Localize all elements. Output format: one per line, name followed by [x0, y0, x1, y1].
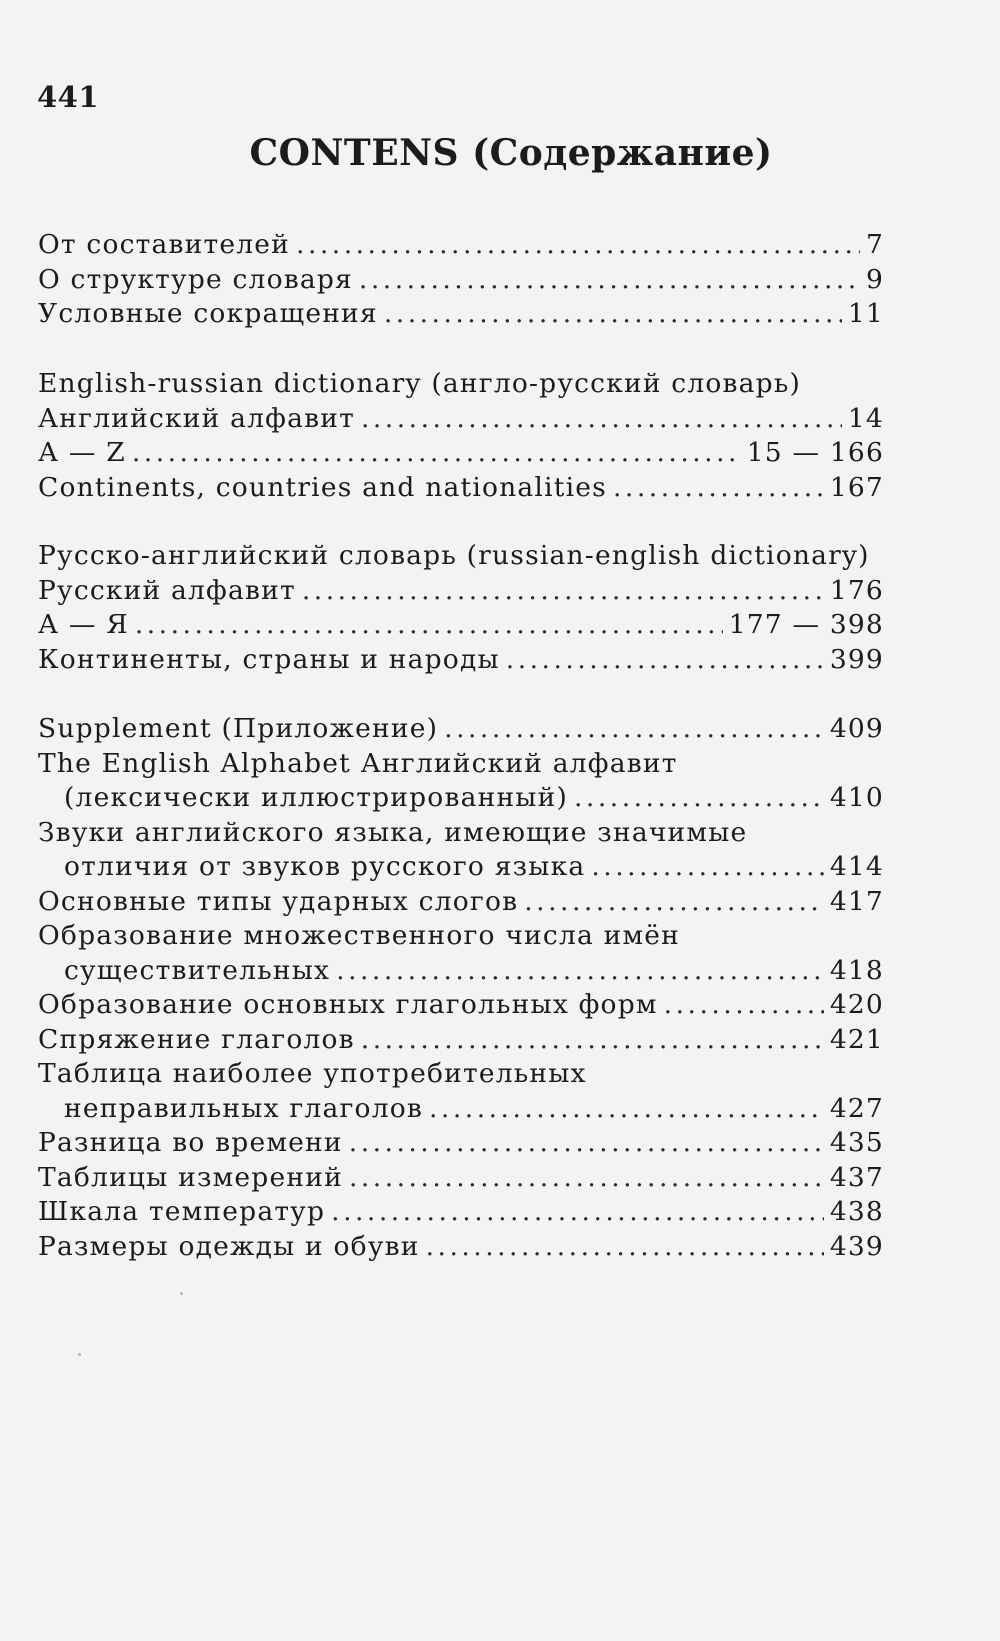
toc-entry-label: От составителей: [38, 229, 291, 260]
dot-leader: [524, 885, 824, 920]
toc-entry-label: А — Z: [38, 437, 126, 468]
toc-entry-label: отличия от звуков русского языка: [64, 851, 586, 882]
toc-entry[interactable]: [38, 988, 884, 1023]
toc-entry-label: Размеры одежды и обуви: [38, 1230, 420, 1262]
toc-entry[interactable]: [38, 436, 884, 471]
dot-leader: [359, 263, 860, 298]
toc-entry-page: 11: [847, 298, 884, 329]
toc-entry-page: 9: [865, 263, 884, 295]
toc-entry[interactable]: [38, 263, 884, 298]
toc-entry[interactable]: [38, 850, 884, 885]
toc-entry-label: Таблицы измерений: [38, 1161, 343, 1193]
dot-leader: [135, 608, 723, 643]
toc-entry-label: Континенты, страны и народы: [38, 643, 500, 675]
toc-entry-label: Английский алфавит: [38, 402, 355, 434]
toc-entry[interactable]: [38, 471, 884, 506]
toc-entry-page: 15 — 166: [746, 437, 884, 468]
dot-leader: [384, 297, 842, 332]
toc-entry-label: Русский алфавит: [38, 574, 296, 606]
toc-entry[interactable]: [38, 885, 884, 920]
dot-leader: [361, 402, 842, 437]
toc-entry-label: А — Я: [38, 609, 129, 640]
dot-leader: [664, 988, 824, 1023]
toc-entry[interactable]: [38, 1023, 884, 1058]
toc-entry-label-first-line[interactable]: Образование множественного числа имён: [38, 920, 681, 951]
toc-entry[interactable]: [38, 1092, 884, 1127]
dot-leader: [506, 643, 824, 678]
toc-entry[interactable]: [38, 402, 884, 437]
toc-entry-page: 435: [829, 1127, 884, 1158]
toc-entry-page: 167: [829, 471, 884, 503]
toc-front-matter: [38, 228, 884, 332]
section-heading: English-russian dictionary (англо-русский словарь): [38, 368, 801, 399]
toc-entry-label: Условные сокращения: [38, 298, 378, 329]
dot-leader: [349, 1126, 824, 1161]
toc-entry-label-first-line[interactable]: Звуки английского языка, имеющие значимые: [38, 816, 748, 848]
toc-entry[interactable]: [38, 781, 884, 816]
toc-entry-page: 176: [829, 574, 884, 606]
toc-entry-page: 418: [829, 954, 884, 986]
toc-entry[interactable]: [38, 1230, 884, 1265]
toc-entry[interactable]: [38, 1161, 884, 1196]
toc-entry-page: 427: [829, 1092, 884, 1124]
toc-entry-label: Разница во времени: [38, 1127, 343, 1158]
toc-entry-page: 414: [829, 851, 884, 882]
dot-leader: [444, 712, 824, 747]
dot-leader: [361, 1023, 824, 1058]
page-number: 441: [37, 80, 100, 114]
toc-entry[interactable]: [38, 228, 884, 263]
toc-entry-page: 417: [829, 885, 884, 917]
toc-entry[interactable]: [38, 608, 884, 643]
toc-entry-page: 438: [829, 1196, 884, 1227]
toc-entry-label: Supplement (Приложение): [38, 713, 439, 744]
dot-leader: [331, 1195, 824, 1230]
dot-leader: [613, 471, 824, 506]
toc-entry[interactable]: [38, 1126, 884, 1161]
dot-leader: [426, 1230, 824, 1265]
dot-leader: [296, 228, 860, 263]
toc-entry[interactable]: [38, 1195, 884, 1230]
toc-entry-label: (лексически иллюстрированный): [64, 782, 568, 813]
toc-entry-page: 399: [829, 643, 884, 675]
toc-entry-page: 7: [865, 229, 884, 260]
toc-entry-label: Основные типы ударных слогов: [38, 885, 519, 917]
toc-entry-label: неправильных глаголов: [64, 1092, 423, 1124]
toc-english-russian: [38, 367, 884, 505]
dot-leader: [591, 850, 823, 885]
paper-speck: [78, 1353, 81, 1356]
toc-entry-label: существительных: [64, 954, 331, 986]
toc-entry-page: 420: [829, 989, 884, 1020]
toc-supplement: [38, 712, 884, 1264]
toc-entry[interactable]: [38, 954, 884, 989]
toc-russian-english: [38, 539, 884, 677]
toc-entry-label: Шкала температур: [38, 1196, 326, 1227]
dot-leader: [336, 954, 824, 989]
toc-entry[interactable]: [38, 297, 884, 332]
toc-entry-page: 14: [847, 402, 884, 434]
toc-entry-page: 437: [829, 1161, 884, 1193]
page-title: CONTENS (Содержание): [249, 132, 773, 174]
paper-speck: [180, 1292, 183, 1295]
dot-leader: [302, 574, 824, 609]
toc-entry-label-first-line[interactable]: Таблица наиболее употребительных: [38, 1058, 587, 1089]
toc-entry-label-first-line[interactable]: The English Alphabet Английский алфавит: [38, 747, 678, 779]
dot-leader: [349, 1161, 824, 1196]
dot-leader: [429, 1092, 824, 1127]
dot-leader: [574, 781, 824, 816]
toc-entry-page: 421: [829, 1023, 884, 1055]
toc-entry-page: 439: [829, 1230, 884, 1262]
toc-entry-page: 177 — 398: [728, 609, 884, 640]
toc-entry-page: 409: [829, 713, 884, 744]
toc-entry-label: О структуре словаря: [38, 263, 353, 295]
toc-entry[interactable]: [38, 643, 884, 678]
toc-entry-page: 410: [829, 782, 884, 813]
toc-entry-label: Образование основных глагольных форм: [38, 989, 658, 1020]
section-heading: Русско-английский словарь (russian-english dictionary): [38, 540, 870, 571]
toc-entry-label: Спряжение глаголов: [38, 1023, 355, 1055]
toc-entry-label: Continents, countries and nationalities: [38, 471, 607, 503]
dot-leader: [132, 436, 741, 471]
toc-entry[interactable]: [38, 574, 884, 609]
toc-entry[interactable]: [38, 712, 884, 747]
